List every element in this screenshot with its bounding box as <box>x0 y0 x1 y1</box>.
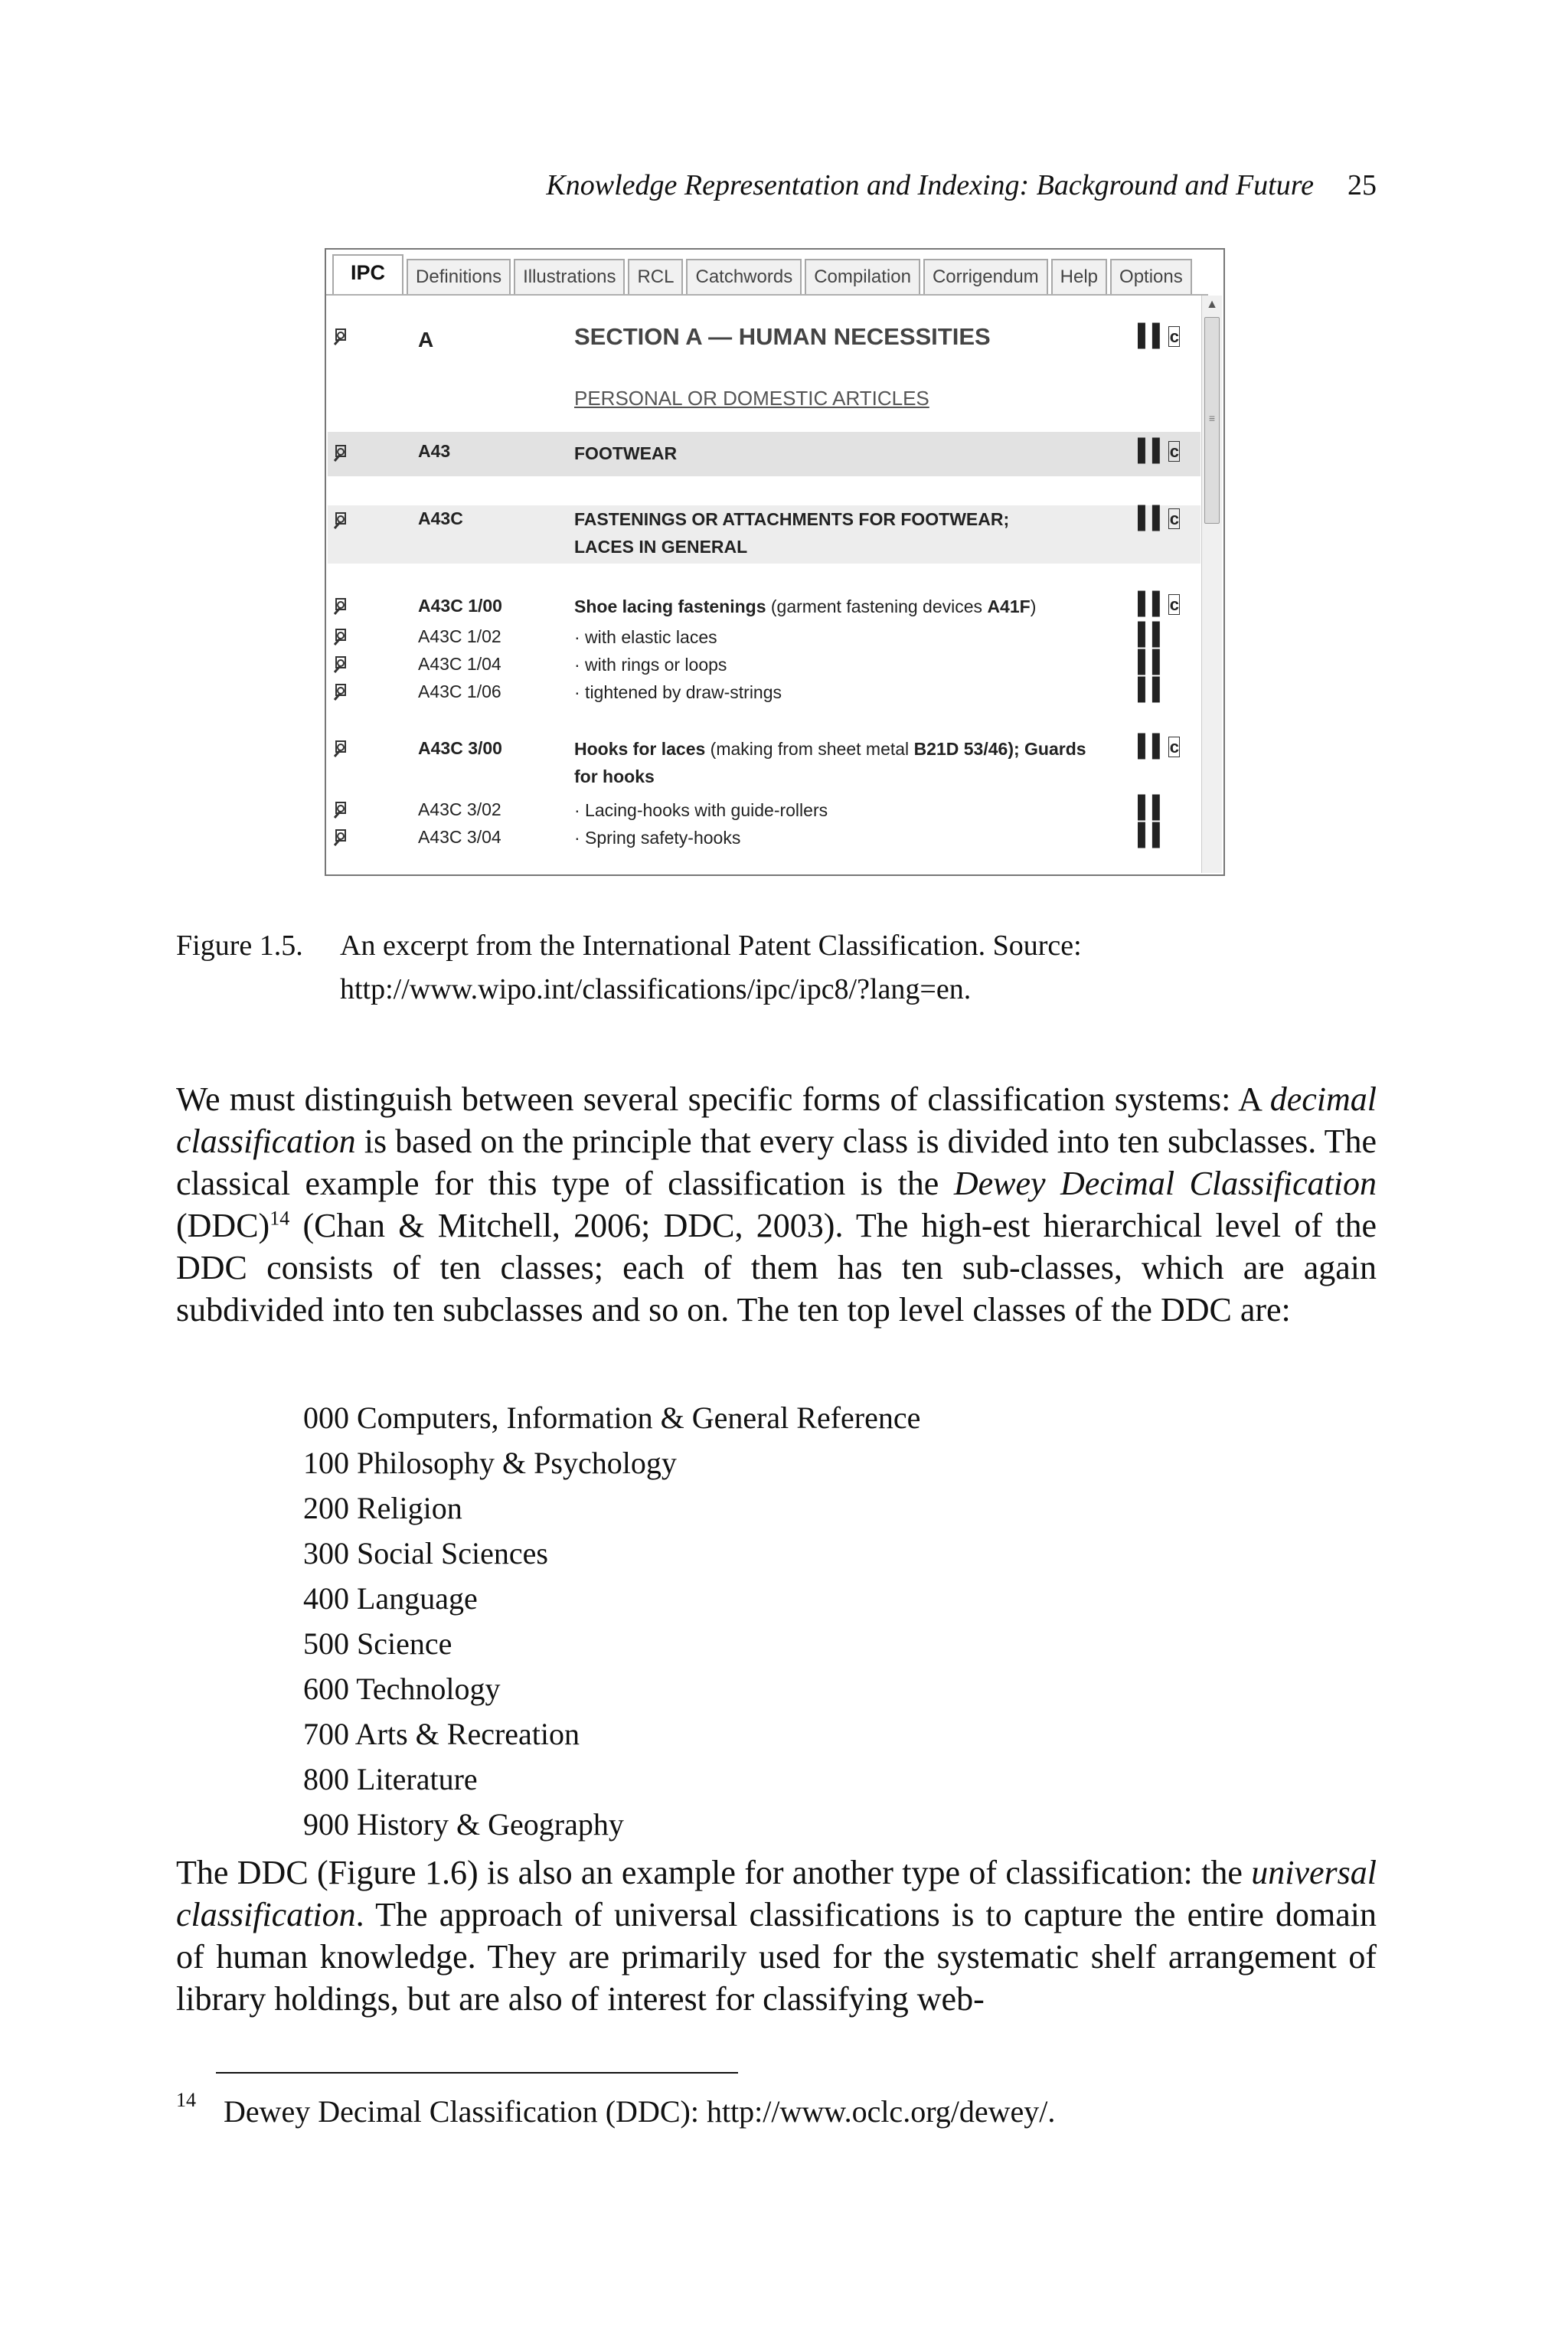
scroll-up-icon[interactable]: ▲ <box>1206 298 1218 311</box>
cross-reference[interactable]: B21D 53/46 <box>913 739 1008 759</box>
ipc-bars-icon: ▌▌ <box>1138 622 1167 645</box>
group-code: A43C 1/06 <box>418 681 501 701</box>
group-desc <box>574 593 1102 620</box>
class-desc <box>574 505 1102 561</box>
ipc-bars-icon: ▌▌ c <box>1138 734 1178 757</box>
tab-catchwords[interactable]: Catchwords <box>686 259 802 294</box>
group-note: (garment fastening devices <box>766 596 988 616</box>
magnifier-icon[interactable] <box>334 444 351 462</box>
list-item: 800 Literature <box>303 1762 478 1796</box>
magnifier-icon[interactable] <box>334 683 351 701</box>
paragraph-1: We must distinguish between several specific forms of classification systems: A decimal classification is based on the principle that every class is divided into ten subclasses. The classical example for this type of classification is the Dewey Decimal Classification (DDC)$^{14}$ (Chan & Mitchell, 2006; DDC, 2003). The high-est hierarchical level of the DDC consists of ten classes; each of them has ten sub-classes, which are again subdivided into ten subclasses and so on. The ten top level classes of the DDC are: <box>176 1080 1377 1329</box>
ipc-row-a43c-1-00[interactable] <box>328 593 1200 620</box>
ipc-bars-icon: ▌▌ <box>1138 795 1167 819</box>
class-desc-line1: FASTENINGS OR ATTACHMENTS FOR FOOTWEAR; <box>574 509 1010 529</box>
magnifier-icon[interactable] <box>334 328 351 346</box>
group-note-end: ) <box>1030 596 1037 616</box>
list-item: 400 Language <box>303 1581 478 1616</box>
term-ddc: Dewey Decimal Classification <box>953 1165 1377 1202</box>
list-item: 500 Science <box>303 1626 452 1661</box>
ipc-row-a43c-3-02[interactable] <box>328 796 1200 824</box>
footnote-ref[interactable]: 14 <box>270 1207 290 1230</box>
tab-options[interactable]: Options <box>1110 259 1192 294</box>
tab-corrigendum[interactable]: Corrigendum <box>923 259 1048 294</box>
class-code: A43C <box>418 508 463 528</box>
group-desc: · tightened by draw-strings <box>574 682 782 702</box>
paragraph-2: The DDC (Figure 1.6) is also an example for another type of classification: the universal classification. The approach of universal classifications is to capture the entire domain of human knowledge. They are primarily used for the systematic shelf arrangement of library holdings, but are also of interest for classifying web- <box>176 1854 1377 2018</box>
ipc-row-a43c-3-04[interactable] <box>328 824 1200 851</box>
list-item: 600 Technology <box>303 1672 501 1706</box>
group-desc <box>574 735 1102 790</box>
group-note-end: ); Guards <box>1008 739 1086 759</box>
caption-source-url: http://www.wipo.int/classifications/ipc/ipc8/?lang=en. <box>340 973 972 1005</box>
section-title: SECTION A — HUMAN NECESSITIES <box>574 323 991 350</box>
class-desc: FOOTWEAR <box>574 443 678 463</box>
group-desc: · with rings or loops <box>574 655 727 675</box>
term-decimal-classification: decimal classification <box>176 1080 1377 1160</box>
class-code: A43 <box>418 441 451 461</box>
tab-illustrations[interactable]: Illustrations <box>514 259 625 294</box>
magnifier-icon[interactable] <box>334 829 351 847</box>
magnifier-icon[interactable] <box>334 597 351 616</box>
tab-ipc[interactable]: IPC <box>332 254 403 294</box>
tab-compilation[interactable]: Compilation <box>805 259 920 294</box>
footnote-number: 14 <box>176 2089 196 2111</box>
magnifier-icon[interactable] <box>334 628 351 646</box>
list-item: 300 Social Sciences <box>303 1536 548 1570</box>
group-desc: · Spring safety-hooks <box>574 828 741 848</box>
cross-reference[interactable]: A41F <box>987 596 1031 616</box>
group-title-line2: for hooks <box>574 766 655 786</box>
figure-label: Figure 1.5. <box>176 930 303 962</box>
ipc-bars-icon: ▌▌ c <box>1138 505 1178 529</box>
group-title: Shoe lacing fastenings <box>574 596 766 616</box>
ipc-row-a43c-1-04[interactable] <box>328 651 1200 678</box>
figure-caption-text <box>340 924 1374 1012</box>
group-desc: · Lacing-hooks with guide-rollers <box>574 800 828 820</box>
tab-divider <box>326 294 1208 296</box>
group-code: A43C 1/04 <box>418 654 501 674</box>
footnote-divider <box>216 2072 738 2074</box>
scrollbar[interactable] <box>1201 296 1222 873</box>
scroll-thumb[interactable] <box>1204 317 1220 524</box>
magnifier-icon[interactable] <box>334 511 351 530</box>
list-item: 900 History & Geography <box>303 1807 624 1842</box>
ipc-bars-icon: ▌▌ <box>1138 649 1167 673</box>
ipc-row-a43c[interactable] <box>328 505 1200 564</box>
tab-bar <box>332 254 1192 294</box>
footnote-text: Dewey Decimal Classification (DDC): http://www.oclc.org/dewey/. <box>224 2094 1056 2129</box>
list-item: 200 Religion <box>303 1491 462 1525</box>
ipc-bars-icon: ▌▌ c <box>1138 591 1178 615</box>
ipc-row-a43c-1-02[interactable] <box>328 623 1200 651</box>
magnifier-icon[interactable] <box>334 740 351 758</box>
ipc-row-a43c-1-06[interactable] <box>328 678 1200 706</box>
ipc-bars-icon: ▌▌ c <box>1138 438 1178 462</box>
subsection-row <box>328 384 1200 415</box>
magnifier-icon[interactable] <box>334 655 351 674</box>
group-code: A43C 3/00 <box>418 738 502 758</box>
term-universal-classification: universal classification <box>176 1854 1377 1933</box>
ipc-bars-icon: ▌▌ <box>1138 677 1167 701</box>
group-code: A43C 3/04 <box>418 827 501 847</box>
ipc-bars-icon: ▌▌ c <box>1138 323 1178 347</box>
list-item: 700 Arts & Recreation <box>303 1717 580 1751</box>
group-code: A43C 1/02 <box>418 626 501 646</box>
running-title: Knowledge Representation and Indexing: Background and Future <box>546 169 1314 201</box>
page-number: 25 <box>1348 169 1377 201</box>
ddc-class-list <box>303 1395 920 1847</box>
group-title: Hooks for laces <box>574 739 706 759</box>
grip-icon: ≡ <box>1208 412 1216 424</box>
subsection-title[interactable]: PERSONAL OR DOMESTIC ARTICLES <box>574 387 929 410</box>
list-item: 100 Philosophy & Psychology <box>303 1446 677 1480</box>
running-header <box>176 168 1377 202</box>
ipc-row-a43[interactable] <box>328 432 1200 476</box>
caption-line1: An excerpt from the International Patent Classification. Source: <box>340 930 1082 962</box>
tab-rcl[interactable]: RCL <box>628 259 683 294</box>
magnifier-icon[interactable] <box>334 801 351 819</box>
list-item: 000 Computers, Information & General Reference <box>303 1400 921 1435</box>
group-code: A43C 3/02 <box>418 799 501 819</box>
class-desc-line2: LACES IN GENERAL <box>574 537 748 557</box>
tab-definitions[interactable]: Definitions <box>407 259 511 294</box>
ipc-screenshot <box>325 248 1225 876</box>
ipc-bars-icon: ▌▌ <box>1138 822 1167 846</box>
ipc-section-row[interactable] <box>328 311 1200 366</box>
section-code: A <box>418 328 434 351</box>
ipc-row-a43c-3-00[interactable] <box>328 735 1200 793</box>
group-note: (making from sheet metal <box>705 739 914 759</box>
group-desc: · with elastic laces <box>574 627 717 647</box>
tab-help[interactable]: Help <box>1051 259 1107 294</box>
group-code: A43C 1/00 <box>418 596 502 616</box>
